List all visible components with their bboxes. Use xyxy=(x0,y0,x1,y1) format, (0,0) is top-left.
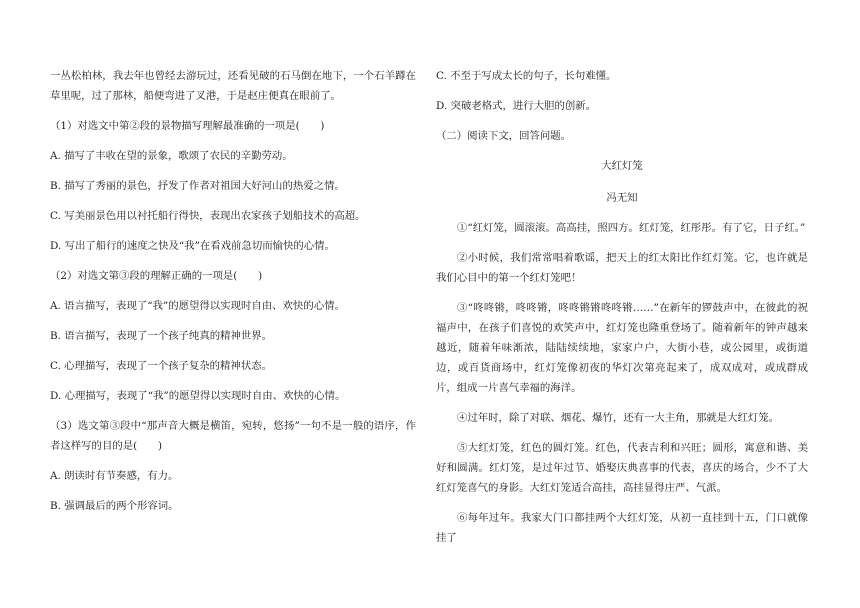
question-2-option-b: B. 语言描写，表现了一个孩子纯真的精神世界。 xyxy=(50,330,273,342)
passage-author: 冯无知 xyxy=(606,192,638,204)
question-3-option-a: A. 朗读时有节奏感，有力。 xyxy=(50,470,179,482)
passage-paragraph-6: ⑥每年过年。我家大门口都挂两个大红灯笼，从初一直挂到十五，门口就像挂了 xyxy=(436,512,808,544)
section-heading: （二）阅读下文，回答问题。 xyxy=(436,130,572,142)
right-column xyxy=(436,66,808,558)
question-2-stem: （2）对选文第③段的理解正确的一项是( ) xyxy=(50,270,263,282)
question-2-option-a: A. 语言描写，表现了“我”的愿望得以实现时自由、欢快的心情。 xyxy=(50,300,345,312)
question-3-option-b: B. 强调最后的两个形容词。 xyxy=(50,500,179,512)
question-1-option-d: D. 写出了船行的速度之快及“我”在看戏前急切而愉快的心情。 xyxy=(50,240,335,252)
passage-paragraph-3: ③“咚咚锵，咚咚锵，咚咚锵锵咚咚锵……”在新年的锣鼓声中，在彼此的祝福声中，在孩子们喜悦的欢笑声中，红灯笼也隆重登场了。随着新年的钟声越来越近，随着年味渐浓，陆陆续续地，家家户户，大街小巷，或公园里，或街道边，或百货商场中，红灯笼像初夜的华灯次第亮起来了，成双成对，或成群成片，组成一片喜气幸福的海洋。 xyxy=(436,302,808,394)
passage-paragraph-5: ⑤大红灯笼，红色的圆灯笼。红色，代表吉利和兴旺；圆形，寓意和谐、美好和圆满。红灯笼，是过年过节、婚娶庆典喜事的代表，喜庆的场合，少不了大红灯笼喜气的身影。大红灯笼适合高挂，高挂显得庄严、气派。 xyxy=(436,442,808,494)
question-2-option-c: C. 心理描写，表现了一个孩子复杂的精神状态。 xyxy=(50,360,272,372)
left-column xyxy=(50,66,416,526)
question-1-option-c: C. 写美丽景色用以衬托船行得快，表现出农家孩子划船技术的高超。 xyxy=(50,210,366,222)
question-1-option-a: A. 描写了丰收在望的景象，歌颂了农民的辛勤劳动。 xyxy=(50,150,293,162)
passage-paragraph-4: ④过年时，除了对联、烟花、爆竹，还有一大主角，那就是大红灯笼。 xyxy=(457,412,780,424)
question-3-option-d: D. 突破老格式，进行大胆的创新。 xyxy=(436,100,597,112)
question-1-option-b: B. 描写了秀丽的景色，抒发了作者对祖国大好河山的热爱之情。 xyxy=(50,180,345,192)
question-3-stem: （3）选文第③段中“那声音大概是横笛，宛转，悠扬”一句不是一般的语序，作者这样写的目的是( ) xyxy=(50,420,416,452)
passage-excerpt: 一丛松柏林，我去年也曾经去游玩过，还看见破的石马倒在地下，一个石羊蹲在草里呢，过了那林，船便弯进了叉港，于是赵庄便真在眼前了。 xyxy=(50,70,416,102)
passage-paragraph-1: ①“红灯笼，圆滚滚。高高挂，照四方。红灯笼，红彤彤。有了它，日子红。” xyxy=(457,222,806,234)
question-1-stem: （1）对选文中第②段的景物描写理解最准确的一项是( ) xyxy=(50,120,325,132)
passage-paragraph-2: ②小时候，我们常常唱着歌谣，把天上的红太阳比作红灯笼。它，也许就是我们心目中的第一个红灯笼吧！ xyxy=(436,252,808,284)
question-2-option-d: D. 心理描写，表现了“我”的愿望得以实现时自由、欢快的心情。 xyxy=(50,390,346,402)
question-3-option-c: C. 不至于写成太长的句子，长句难懂。 xyxy=(436,70,617,82)
passage-title: 大红灯笼 xyxy=(601,160,643,172)
